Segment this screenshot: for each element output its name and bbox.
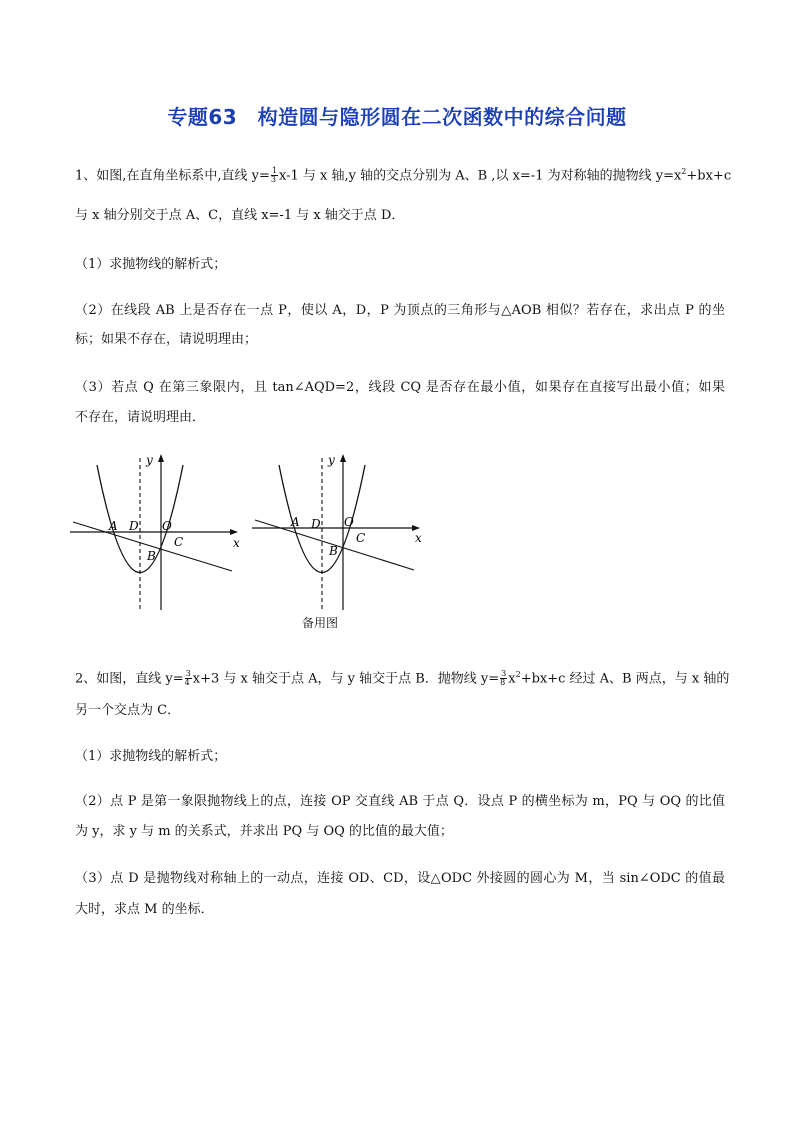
q2-fraction-2	[500, 670, 507, 687]
q1-intro-line2: 与 x 轴分别交于点 A、C，直线 x=-1 与 x 轴交于点 D．	[75, 208, 405, 223]
q2-part3-line2: 大时，求点 M 的坐标．	[75, 902, 214, 917]
q2-intro-b: x+3 与 x 轴交于点 A，与 y 轴交于点 B．抛物线 y=	[192, 671, 500, 687]
q1-figure-spare	[252, 450, 432, 615]
q2-frac2-den: 8	[500, 678, 506, 688]
label-a: A	[109, 519, 118, 533]
q1-part3-line1: （3）若点 Q 在第三象限内，且 tan∠AQD=2，线段 CQ 是否存在最小值，如果存在直接写出最小值；如果	[75, 380, 725, 395]
label-b: B	[329, 544, 338, 558]
q1-part2-line1: （2）在线段 AB 上是否存在一点 P，使以 A，D，P 为顶点的三角形与△AOB 相似？若存在，求出点 P 的坐	[75, 303, 725, 318]
q2-frac2-num: 3	[501, 669, 507, 679]
q1-figure-main	[70, 450, 250, 615]
label-x: x	[233, 536, 240, 550]
label-c: C	[356, 531, 366, 545]
q1-part3-line2: 不存在，请说明理由．	[75, 410, 206, 425]
page-title: 专题63 构造圆与隐形圆在二次函数中的综合问题	[167, 105, 627, 129]
q1-intro-b: x-1 与 x 轴,y 轴的交点分别为 A、B ,以 x=-1 为对称轴的抛物线 y=x	[279, 168, 682, 184]
label-c: C	[174, 535, 184, 549]
label-b: B	[147, 549, 156, 563]
q2-part2-line2: 为 y，求 y 与 m 的关系式，并求出 PQ 与 OQ 的比值的最大值；	[75, 824, 453, 839]
y-axis-arrow	[158, 454, 164, 462]
q2-part3-line1: （3）点 D 是抛物线对称轴上的一动点，连接 OD、CD，设△ODC 外接圆的圆心为 M，当 sin∠ODC 的值最	[75, 871, 725, 886]
q1-part1: （1）求抛物线的解析式；	[75, 257, 227, 272]
q2-intro-c: x	[508, 671, 516, 687]
y-axis-arrow	[340, 454, 346, 462]
q2-fraction-1	[185, 670, 192, 687]
label-y: y	[328, 453, 335, 467]
label-d: D	[311, 517, 321, 531]
q2-intro-a: 2、如图，直线 y=	[75, 671, 184, 687]
label-y: y	[146, 453, 153, 467]
q2-intro-d: +bx+c 经过 A、B 两点，与 x 轴的	[520, 671, 730, 687]
q1-fraction	[271, 167, 278, 184]
q2-frac1-den: 4	[184, 678, 190, 688]
q2-part2-line1: （2）点 P 是第一象限抛物线上的点，连接 OP 交直线 AB 于点 Q．设点 P 的横坐标为 m，PQ 与 OQ 的比值	[75, 794, 725, 809]
x-axis-arrow	[230, 529, 238, 535]
q1-intro-c: +bx+c	[686, 168, 732, 184]
q2-intro-sup: 2	[515, 670, 521, 679]
q2-intro-line2: 另一个交点为 C．	[75, 703, 181, 718]
label-o: O	[162, 519, 172, 533]
q1-intro-line1	[75, 163, 732, 185]
q2-part1: （1）求抛物线的解析式；	[75, 749, 227, 764]
label-d: D	[129, 519, 139, 533]
spare-figure-caption: 备用图	[301, 616, 338, 630]
label-x: x	[415, 531, 422, 545]
q1-part2-line2: 标；如果不存在，请说明理由；	[75, 332, 258, 347]
q2-intro-line1	[75, 666, 730, 688]
q1-frac-den: 3	[270, 175, 276, 185]
q2-frac1-num: 3	[185, 669, 191, 679]
q1-intro-a: 1、如图,在直角坐标系中,直线 y=	[75, 168, 270, 184]
label-a: A	[291, 515, 300, 529]
q1-frac-num: 1	[271, 166, 277, 176]
q1-intro-sup: 2	[681, 167, 687, 176]
label-o: O	[344, 515, 354, 529]
